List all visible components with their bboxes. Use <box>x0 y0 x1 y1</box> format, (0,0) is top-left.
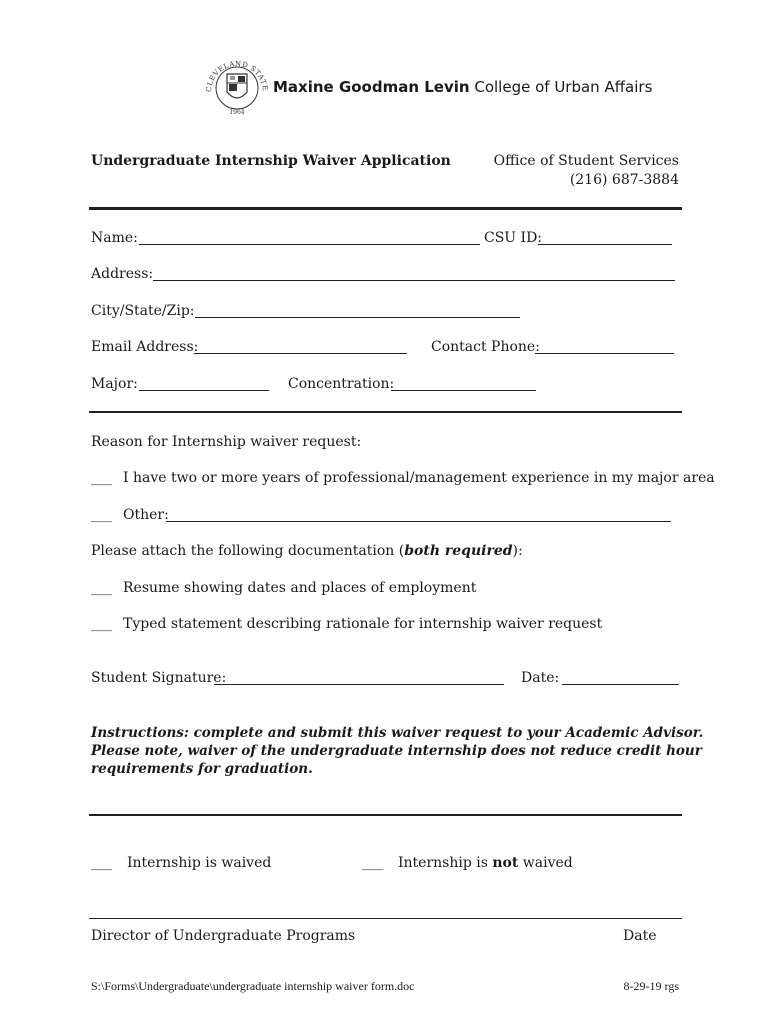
doc-item1-label: Resume showing dates and places of employment <box>123 580 477 596</box>
not-waived-post: waived <box>518 855 573 871</box>
email-label: Email Address: <box>91 339 199 355</box>
csu-id-field[interactable] <box>538 244 672 245</box>
doc-item2-checkbox[interactable]: ___ <box>91 616 112 632</box>
doc-item2-label: Typed statement describing rationale for internship waiver request <box>123 616 603 632</box>
documentation-heading-bold: both required <box>404 543 513 559</box>
footer-revision: 8-29-19 rgs <box>623 979 679 993</box>
director-label: Director of Undergraduate Programs <box>91 928 356 944</box>
concentration-field[interactable] <box>391 390 536 391</box>
footer-file-path: S:\Forms\Undergraduate\undergraduate internship waiver form.doc <box>91 979 415 993</box>
instructions-line2: Please note, waiver of the undergraduate internship does not reduce credit hour <box>91 743 702 759</box>
reason-option2-checkbox[interactable]: ___ <box>91 507 112 523</box>
director-date-label: Date <box>623 928 657 944</box>
city-state-zip-field[interactable] <box>195 317 520 318</box>
major-field[interactable] <box>139 390 269 391</box>
signature-date-field[interactable] <box>562 684 679 685</box>
not-waived-pre: Internship is <box>398 855 493 871</box>
instructions-line3: requirements for graduation. <box>91 761 313 777</box>
waived-checkbox[interactable]: ___ <box>91 855 112 871</box>
name-field[interactable] <box>139 244 480 245</box>
signature-date-label: Date: <box>521 670 560 686</box>
seal-year: 1964 <box>229 109 245 116</box>
not-waived-bold: not <box>492 855 519 871</box>
csu-id-label: CSU ID: <box>484 230 543 246</box>
not-waived-label <box>398 854 573 872</box>
student-signature-field[interactable] <box>214 684 504 685</box>
instructions <box>91 724 704 778</box>
waived-label: Internship is waived <box>127 855 272 871</box>
documentation-heading-pre: Please attach the following documentation ( <box>91 543 405 559</box>
email-field[interactable] <box>194 353 407 354</box>
seal-arc-text: CLEVELAND STATE <box>204 59 270 93</box>
office-name: Office of Student Services <box>493 153 679 169</box>
reason-other-field[interactable] <box>166 521 671 522</box>
office-phone: (216) 687-3884 <box>569 172 679 188</box>
address-label: Address: <box>91 266 154 282</box>
reason-heading: Reason for Internship waiver request: <box>91 434 362 450</box>
college-name-bold: Maxine Goodman Levin <box>273 78 470 96</box>
college-name-rest: College of Urban Affairs <box>469 78 653 96</box>
address-field[interactable] <box>153 280 675 281</box>
university-seal <box>203 52 271 118</box>
college-name <box>273 77 652 97</box>
not-waived-checkbox[interactable]: ___ <box>362 855 383 871</box>
city-state-zip-label: City/State/Zip: <box>91 303 195 319</box>
contact-phone-field[interactable] <box>535 353 674 354</box>
info-divider <box>89 411 682 413</box>
form-title: Undergraduate Internship Waiver Application <box>91 153 451 169</box>
contact-phone-label: Contact Phone: <box>431 339 540 355</box>
instructions-line1: Instructions: complete and submit this waiver request to your Academic Advisor. <box>91 725 704 741</box>
student-signature-label: Student Signature: <box>91 670 227 686</box>
doc-item1-checkbox[interactable]: ___ <box>91 580 112 596</box>
name-label: Name: <box>91 230 138 246</box>
major-label: Major: <box>91 376 138 392</box>
concentration-label: Concentration: <box>288 376 395 392</box>
reason-other-label: Other: <box>123 507 169 523</box>
reason-option1-label: I have two or more years of professional/management experience in my major area <box>123 470 715 486</box>
documentation-heading-post: ): <box>512 543 523 559</box>
documentation-heading <box>91 542 523 560</box>
director-signature-line[interactable] <box>89 918 682 919</box>
instructions-divider <box>89 814 682 816</box>
reason-option1-checkbox[interactable]: ___ <box>91 470 112 486</box>
header-divider <box>89 207 682 210</box>
